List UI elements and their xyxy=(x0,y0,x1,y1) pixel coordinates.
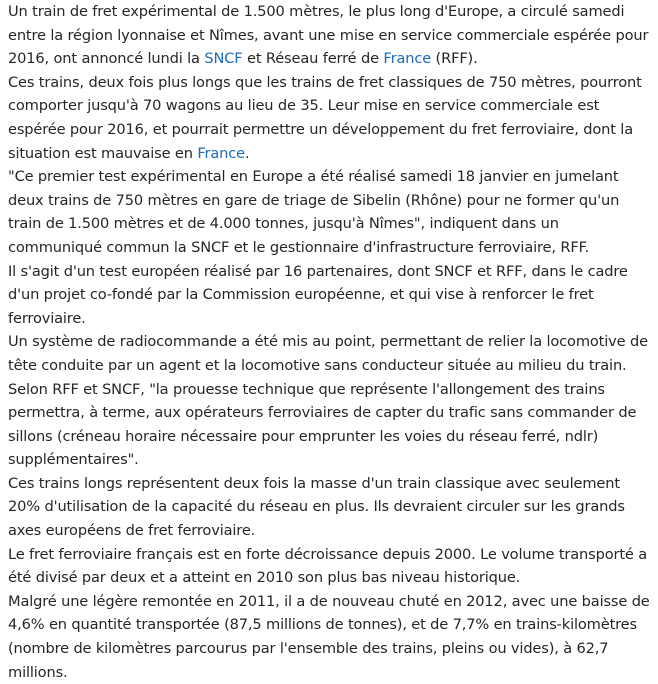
paragraph-text: (RFF). xyxy=(431,50,478,68)
paragraph-text: "Ce premier test expérimental en Europe a été réalisé samedi 18 janvier en jumelant deux trains de 750 mètres en gare de triage de Sibelin (Rhône) pour ne former qu'un train de 1.500 mètres et de 4.000 tonnes, jusqu'à Nîmes", indiquent dans un communiqué commun la SNCF et le gestionnaire d'infrastructure ferroviaire, RFF. xyxy=(8,168,620,256)
paragraph-text: . xyxy=(244,144,250,162)
paragraph-intro xyxy=(8,0,656,71)
link-france[interactable]: France xyxy=(383,50,432,68)
paragraph-text: et Réseau ferré de xyxy=(242,50,384,68)
paragraph-radio-control xyxy=(8,330,656,377)
paragraph-quote-test xyxy=(8,165,656,259)
paragraph-text: Il s'agit d'un test européen réalisé par 16 partenaires, dont SNCF et RFF, dans le cadre d'un projet co-fondé par la Commission européenne, et qui vise à renforcer le fret ferroviaire. xyxy=(8,262,628,327)
link-sncf[interactable]: SNCF xyxy=(204,50,243,68)
paragraph-rff-sncf-quote xyxy=(8,378,656,472)
paragraph-mass xyxy=(8,472,656,543)
paragraph-text: Ces trains, deux fois plus longs que les trains de fret classiques de 750 mètres, pourront comporter jusqu'à 70 wagons au lieu de 35. Leur mise en service commerciale est espérée pour 2016, et pourrait permettre un développement du fret ferroviaire, dont la situation est mauvaise en xyxy=(8,73,642,162)
paragraph-trains-length xyxy=(8,71,656,165)
paragraph-text: Un train de fret expérimental de 1.500 mètres, le plus long d'Europe, a circulé samedi entre la région lyonnaise et Nîmes, avant une mise en service commerciale espérée pour 2016, ont annoncé lundi la xyxy=(8,3,649,68)
paragraph-text: Selon RFF et SNCF, "la prouesse technique que représente l'allongement des trains permettra, à terme, aux opérateurs ferroviaires de capter du trafic sans commander de sillons (créneau horaire nécessaire pour emprunter les voies du réseau ferré, ndlr) supplémentaires". xyxy=(8,380,637,469)
paragraph-partners xyxy=(8,260,656,331)
paragraph-2012-figures xyxy=(8,590,656,684)
paragraph-text: Malgré une légère remontée en 2011, il a de nouveau chuté en 2012, avec une baisse de 4,6% en quantité transportée (87,5 millions de tonnes), et de 7,7% en trains-kilomètres (nombre de kilomètres parcourus par l'ensemble des trains, pleins ou vides), à 62,7 millions. xyxy=(8,592,650,681)
link-france[interactable]: France xyxy=(197,144,245,162)
paragraph-text: Le fret ferroviaire français est en forte décroissance depuis 2000. Le volume transporté a été divisé par deux et a atteint en 2010 son plus bas niveau historique. xyxy=(8,545,648,587)
paragraph-decline xyxy=(8,543,656,590)
paragraph-text: Ces trains longs représentent deux fois la masse d'un train classique avec seulement 20% d'utilisation de la capacité du réseau en plus. Ils devraient circuler sur les grands axes européens de fret ferroviaire. xyxy=(8,474,625,540)
paragraph-text: Un système de radiocommande a été mis au point, permettant de relier la locomotive de tête conduite par un agent et la locomotive sans conducteur située au milieu du train. xyxy=(8,333,648,374)
